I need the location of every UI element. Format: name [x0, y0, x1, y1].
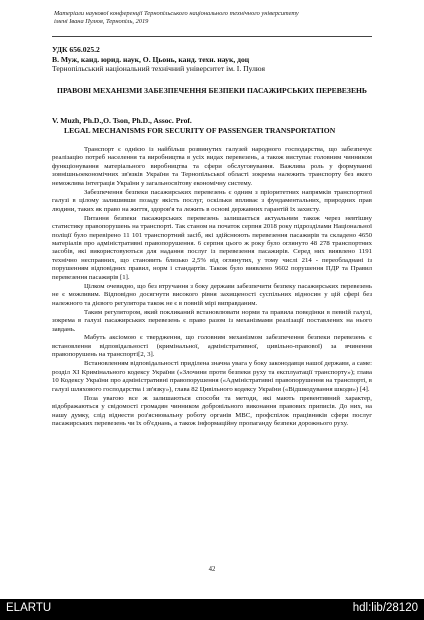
paragraph: Транспорт є однією із найбільш розвинутих галузей народного господарства, що забезпечує реалізацію потреб населення та виробництва в усіх видах перевезень, а також виступає головним чинником функціонування матеріального виробництва та сфери обслуговування. Важлива роль у формуванні зовнішньоекономічних зв'язків України та Тернопільської області зокрема належить транспорту без якого неможлива інтеграція України у загальносвітову економічну систему. [52, 146, 372, 187]
authors-english: V. Muzh, Ph.D.,O. Tson, Ph.D., Assoc. Prof. [52, 116, 192, 125]
paragraph: Таким регулятором, який покликаний встановлювати норми та правила поведінки в певній галузі, зокрема в галузі пасажирських перевезень є право разом із механізмами реалізації поставлених на нього завдань. [52, 308, 372, 333]
repository-name: ELARTU [6, 602, 52, 614]
institution: Тернопільський національний технічний університет ім. І. Пулюя [52, 64, 266, 74]
paragraph: Питання безпеки пасажирських перевезень залишається актуальним також через невтішну статистику правопорушень на транспорті. Так станом на початок серпня 2018 року підрозділами Національної поліції було перевірено 11 101 транспортний засіб, які здійснюють перевезення пасажирів та складено 4650 матеріалів про адміністративні правопорушення. 6 серпня цього ж року було оглянуто 48 278 транспортних засобів, які використовуються для надання послуг із перевезення пасажирів. Серед них виявлено 1191 технічно несправних, що становить близько 2,5% від оглянутих, у тому числі 214 - переобладнані із порушенням відповідних правил, норм і стандартів. Також було виявлено 9602 порушення ПДР та Правил перевезення пасажирів [1]. [52, 214, 372, 281]
article-meta [52, 45, 372, 74]
handle-id: hdl:lib/28120 [352, 602, 418, 614]
conference-line-2: імені Івана Пулюя, Тернопіль, 2019 [54, 17, 149, 25]
paragraph: Забезпечення безпеки пасажирських перевезень є одним з пріоритетних напрямків транспортної галузі в цілому залишивши позаду якість послуг, оскільки впливає з фундаментальних, природних прав людини, таких як право на життя, здоров'я та лежить в основі державних гарантій їх захисту. [52, 188, 372, 213]
article-title-english: LEGAL MECHANISMS FOR SECURITY OF PASSENGER TRANSPORTATION [64, 125, 336, 135]
header-divider [52, 36, 372, 37]
article-title-ukrainian: ПРАВОВІ МЕХАНІЗМИ ЗАБЕЗПЕЧЕННЯ БЕЗПЕКИ ПАСАЖИРСЬКИХ ПЕРЕВЕЗЕНЬ [57, 86, 367, 95]
paragraph: Цілком очевидно, що без втручання з боку держави забезпечити безпеку пасажирських перевезень не є можливим. Відповідно досягнути високого рівня захищеності суспільних відносин у цій сфері без належного та дієвого регулятора також не є в повній мірі виправданим. [52, 282, 372, 307]
authors-ukrainian: В. Муж, канд. юрид. наук, О. Цьонь, канд. техн. наук, доц [52, 54, 250, 64]
page-number: 42 [208, 566, 216, 573]
udc-code: УДК 656.025.2 [52, 45, 100, 54]
english-header [52, 116, 372, 135]
conference-header [54, 10, 374, 25]
paragraph: Встановленням відповідальності приділена значна увага у боку законодавця нашої держави, а саме: розділ XI Кримінального кодексу України («Злочини проти безпеки руху та експлуатації транспорту»); глава 10 Кодексу України про адміністративні правопорушення («Адміністративні правопорушення на транспорті, в галузі шляхового господарства і зв'язку»), глава 82 Цивільного кодексу України («Відшкодування шкоди») [4]. [52, 360, 372, 393]
repository-footer [0, 599, 424, 620]
article-body [52, 146, 372, 429]
paragraph: Поза увагою все ж залишаються способи та методи, які мають превентивний характер, відображаються у свідомості громадян чинником добровільного виконання правових приписів. До них, на нашу думку, слід віднести роз'яснювальну роботу органів МВС, профспілок працівників сфери послуг пасажирських перевезень чи їх об'єднань, а також інформаційну пропаганду безпеки дорожнього руху. [52, 394, 372, 427]
conference-line-1: Матеріали наукової конференції Тернопільського національного технічного університету [54, 10, 299, 17]
paragraph: Мабуть аксіомою є твердження, що головним механізмом забезпечення безпеки перевезень є встановлення відповідальності (кримінальної, адміністративної, цивільно-правової) за вчинення правопорушень на транспорті[2, 3]. [52, 334, 372, 359]
